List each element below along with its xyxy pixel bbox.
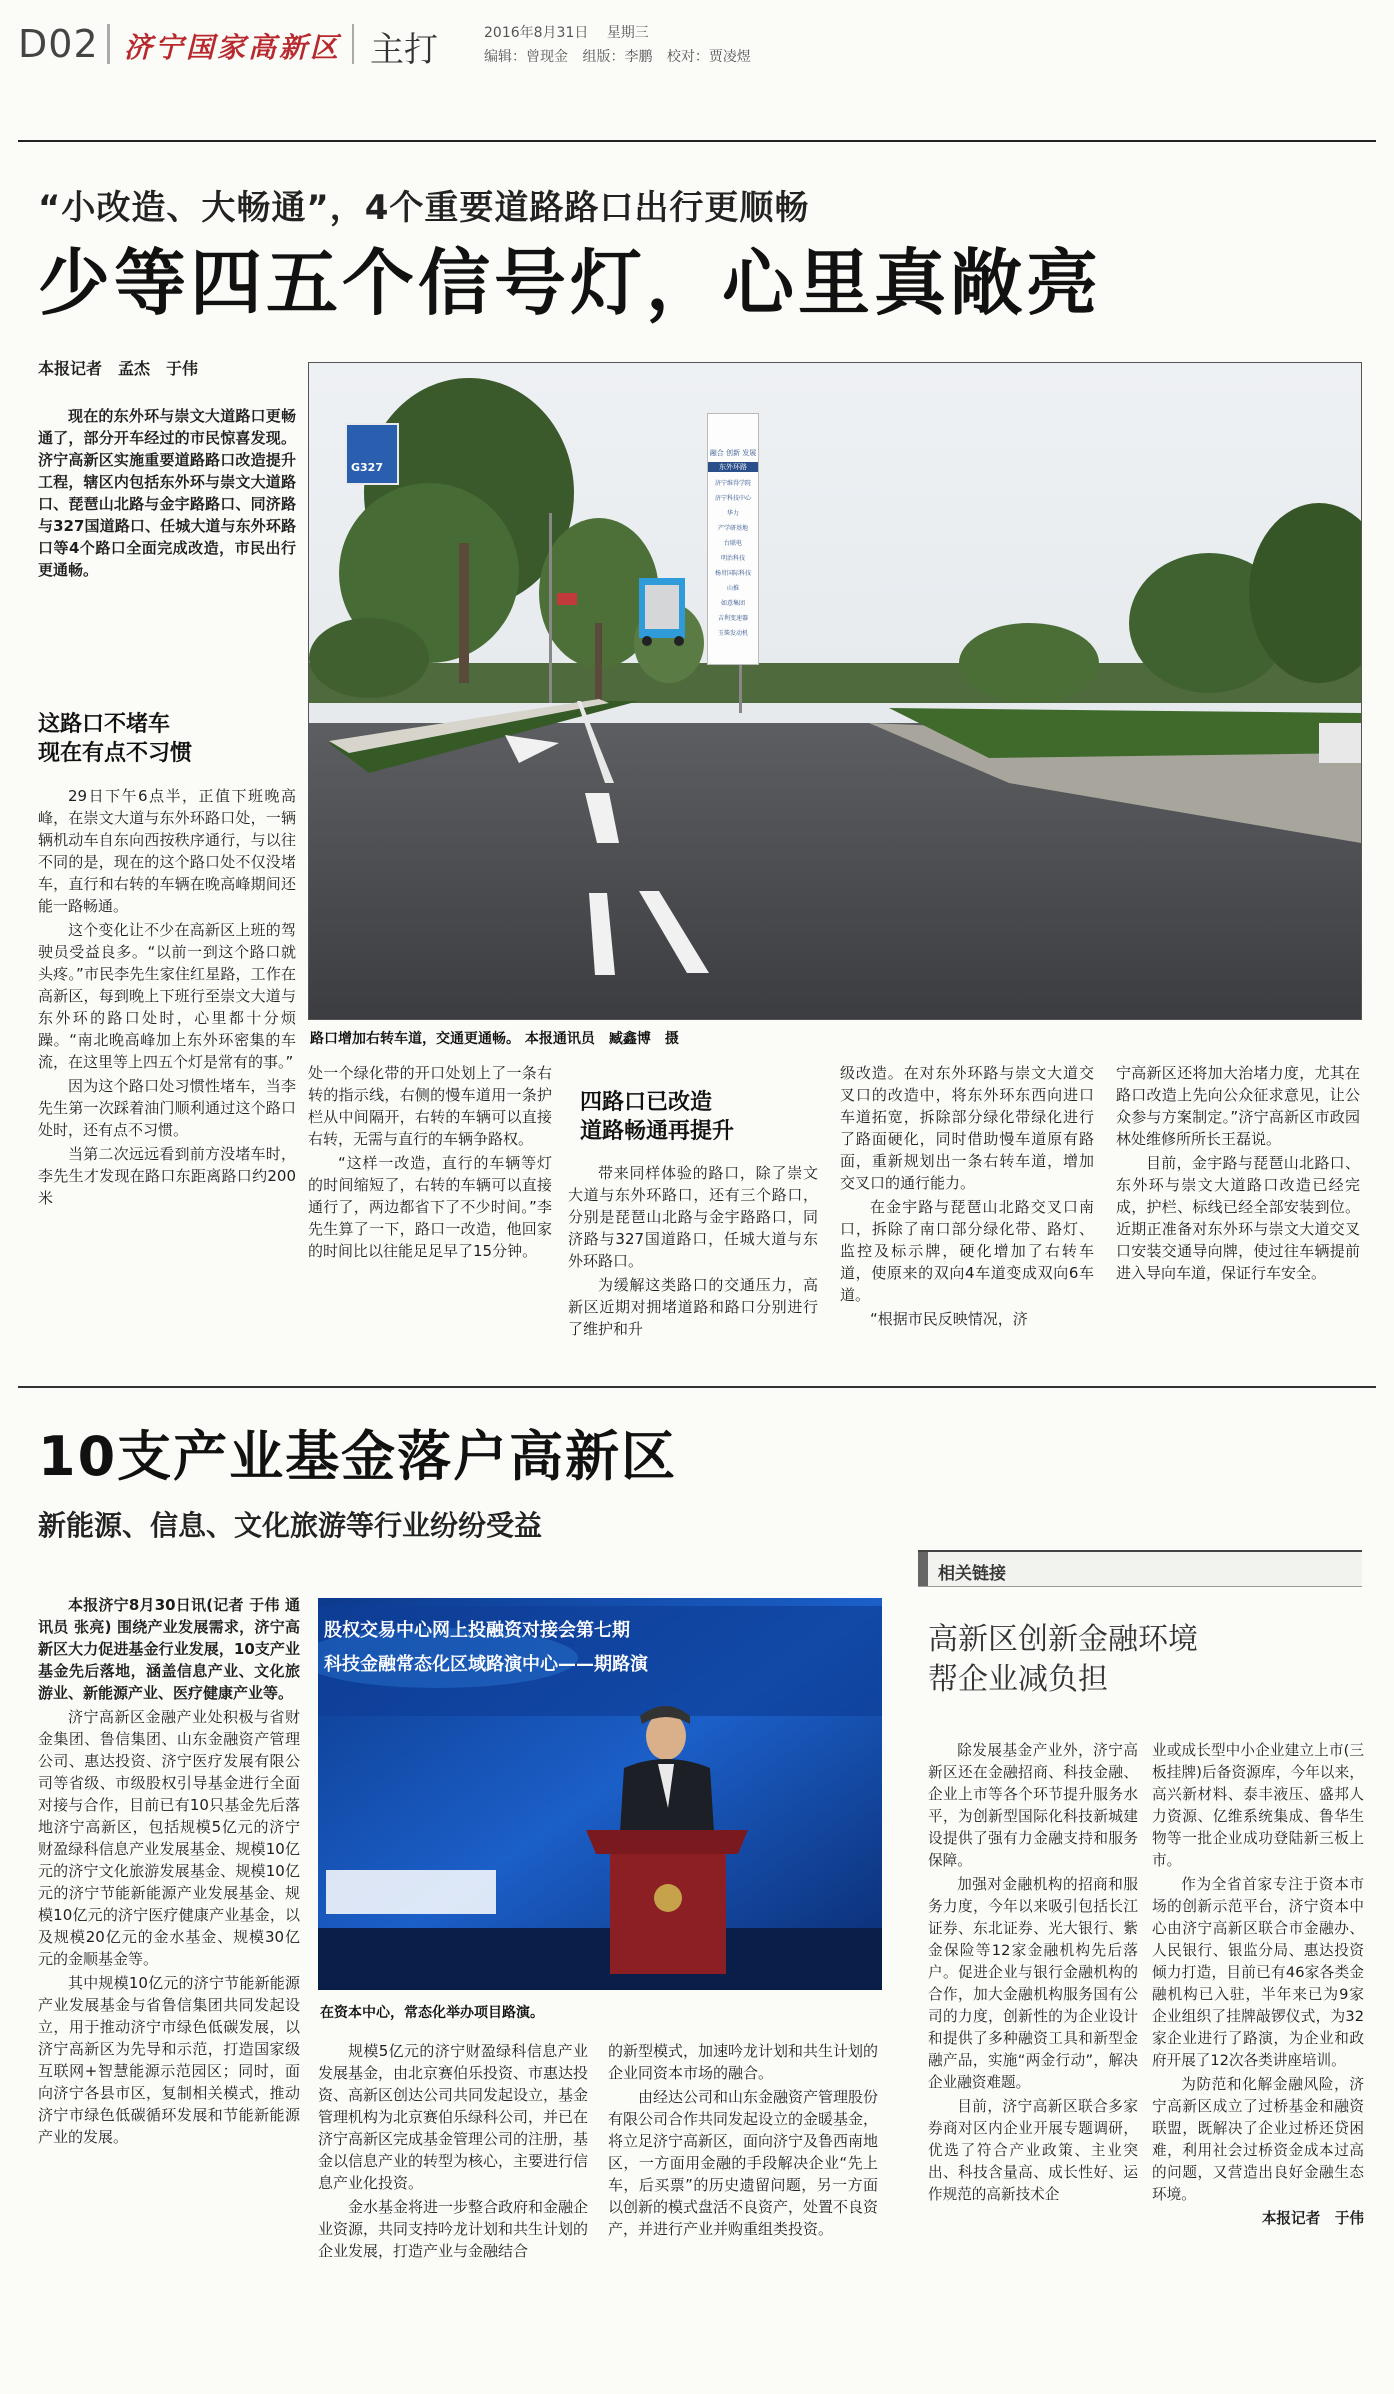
- story1-subhead1: [38, 710, 192, 768]
- story1-headline: 少等四五个信号灯，心里真敞亮: [38, 241, 1103, 325]
- masthead: [0, 0, 1394, 80]
- paragraph: 业或成长型中小企业建立上市(三板挂牌)后备资源库，今年以来，高兴新材料、泰丰液压、盛邦人力资源、亿维系统集成、鲁华生物等一批企业成功登陆新三板上市。: [1152, 1742, 1364, 1869]
- date: 2016年8月31日: [484, 25, 589, 41]
- tower-item: 明治科技: [720, 555, 745, 562]
- story1-column1: [38, 785, 296, 1211]
- subhead-line: 四路口已改造: [580, 1090, 713, 1115]
- related-column2: [1152, 1740, 1364, 2230]
- headline-line: 帮企业减负担: [928, 1662, 1108, 1697]
- paragraph: 为缓解这类路口的交通压力，高新区近期对拥堵道路和路口分别进行了维护和升: [568, 1276, 818, 1338]
- story2-column1: [38, 1594, 300, 2150]
- story1-lead: [38, 405, 296, 583]
- story2-subtitle: 新能源、信息、文化旅游等行业纷纷受益: [38, 1509, 543, 1542]
- road-photo-image: [309, 363, 1361, 1019]
- paragraph: 其中规模10亿元的济宁节能新能源产业发展基金与省鲁信集团共同发起设立，用于推动济宁市绿色低碳发展，以济宁高新区为先导和示范，打造国家级互联网+智慧能源示范园区；同时，面向济宁各县市区，复制相关模式，推动济宁市绿色低碳循环发展和节能新能源产业的发展。: [38, 1974, 300, 2146]
- road-photo-caption: 路口增加右转车道，交通更通畅。 本报通讯员 臧鑫博 摄: [310, 1031, 679, 1047]
- paragraph: 本报济宁8月30日讯(记者 于伟 通讯员 张亮) 围绕产业发展需求，济宁高新区大力促进基金行业发展，10支产业基金先后落地，涵盖信息产业、文化旅游业、新能源产业、医疗健康产业等。: [38, 1596, 300, 1702]
- road-photo: [308, 362, 1362, 1020]
- headline-line: 高新区创新金融环境: [928, 1622, 1198, 1657]
- story2-headline: 10支产业基金落户高新区: [38, 1425, 678, 1488]
- weekday: 星期三: [606, 25, 649, 41]
- road-sign: [345, 423, 399, 485]
- subhead-line: 现在有点不习惯: [38, 741, 193, 766]
- paragraph: 济宁高新区金融产业处积极与省财金集团、鲁信集团、山东金融资产管理公司、惠达投资、济宁医疗发展有限公司等省级、市级股权引导基金进行全面对接与合作，目前已有10只基金先后落地济宁高新区，包括规模5亿元的济宁财盈绿科信息产业发展基金、规模10亿元的济宁文化旅游发展基金、规模10亿元的济宁节能新能源产业发展基金、规模10亿元的济宁医疗健康产业基金，以及规模20亿元的金水基金、规模30亿元的金顺基金等。: [38, 1708, 300, 1968]
- tower-item: 台联电: [723, 540, 742, 547]
- paragraph: 规模5亿元的济宁财盈绿科信息产业发展基金，由北京赛伯乐投资、市惠达投资、高新区创达公司共同发起设立，基金管理机构为北京赛伯乐绿科公司，并已在济宁高新区完成基金管理公司的注册，基金以信息产业的转型为核心，主要进行信息产业化投资。: [318, 2042, 589, 2192]
- related-headline: [928, 1620, 1198, 1700]
- road-sign-text: G327: [351, 461, 383, 474]
- subhead-line: 这路口不堵车: [38, 712, 171, 737]
- tower-item: 山推: [726, 585, 739, 592]
- tower-item: 杨卅国际科技: [714, 570, 751, 577]
- story1-column2: [308, 1062, 552, 1264]
- paragraph: 加强对金融机构的招商和服务力度，今年以来吸引包括长江证券、东北证券、光大银行、紫金保险等12家金融机构先后落户。促进企业与银行金融机构的合作，加大金融机构服务国有公司的力度，创新性的为企业设计和提供了多种融资工具和新型金融产品，实施“两金行动”，解决企业融资难题。: [928, 1876, 1138, 2091]
- paragraph: 金水基金将进一步整合政府和金融企业资源，共同支持吟龙计划和共生计划的企业发展，打造产业与金融结合: [318, 2198, 589, 2260]
- conference-photo: [318, 1598, 882, 1990]
- related-label-bar: [918, 1550, 1362, 1587]
- story1-column5: [1116, 1062, 1360, 1286]
- paragraph: 因为这个路口处习惯性堵车，当李先生第一次踩着油门顺利通过这个路口处时，还有点不习惯。: [38, 1077, 296, 1139]
- paragraph: 级改造。在对东外环路与崇文大道交叉口的改造中，将东外环东西向进口车道拓宽，拆除部分绿化带绿化进行了路面硬化，同时借助慢车道原有路面，重新规划出一条右转车道，增加交叉口的通行能力。: [840, 1064, 1094, 1192]
- paragraph: 作为全省首家专注于资本市场的创新示范平台，济宁资本中心由济宁高新区联合市金融办、人民银行、银监分局、惠达投资倾力打造，目前已有46家各类金融机构已入驻，半年来已为9家企业组织了挂牌敲锣仪式，为32家企业进行了路演，为企业和政府开展了12次各类讲座培训。: [1152, 1876, 1364, 2069]
- subhead-line: 道路畅通再提升: [580, 1119, 735, 1144]
- paragraph: 的新型模式，加速吟龙计划和共生计划的企业同资本市场的融合。: [608, 2042, 879, 2082]
- tower-item: 济宁维得学院: [714, 480, 751, 487]
- story1-kicker: “小改造、大畅通”，4个重要道路路口出行更顺畅: [38, 188, 810, 228]
- tower-item: 华力: [726, 510, 739, 517]
- paragraph: 这个变化让不少在高新区上班的驾驶员受益良多。“以前一到这个路口就头疼。”市民李先生家住红星路，工作在高新区，每到晚上下班行至崇文大道与东外环的路口处时，心里都十分烦躁。“南北晚高峰加上东外环密集的车流，在这里等上四五个灯是常有的事。”: [38, 921, 296, 1071]
- tower-banner: 东外环路: [708, 462, 758, 472]
- section-name: 主打: [370, 30, 438, 70]
- masthead-logo: 济宁国家高新区: [124, 31, 342, 64]
- paragraph: 目前，金宇路与琵琶山北路口、东外环与崇文大道路口改造已经完成，护栏、标线已经全部安装到位。近期正准备对东外环与崇文大道交叉口安装交通导向牌，使过往车辆提前进入导向车道，保证行车安全。: [1116, 1154, 1360, 1282]
- related-label-block: [918, 1552, 928, 1586]
- paragraph: 29日下午6点半，正值下班晚高峰，在崇文大道与东外环路口处，一辆辆机动车自东向西按秩序通行，与以往不同的是，现在的这个路口处不仅没堵车，直行和右转的车辆在晚高峰期间还能一路畅通。: [38, 787, 296, 915]
- conference-photo-caption: 在资本中心，常态化举办项目路演。: [320, 2005, 544, 2021]
- tower-item: 产学研基地: [717, 525, 748, 532]
- tower-item: 济宁科技中心: [714, 495, 751, 502]
- lead-paragraph: 现在的东外环与崇文大道路口更畅通了，部分开车经过的市民惊喜发现。济宁高新区实施重要道路路口改造提升工程，辖区内包括东外环与崇文大道路口、琵琶山北路与金宇路路口、同济路与327国道路口、任城大道与东外环路口等4个路口全面完成改造，市民出行更通畅。: [38, 407, 296, 579]
- layout-credit: 组版：李鹏: [582, 49, 653, 65]
- story1-byline: 本报记者 孟杰 于伟: [38, 359, 199, 378]
- tower-item: 玉柴发动机: [717, 630, 748, 637]
- proofreader-credit: 校对：贾凌煜: [666, 49, 751, 65]
- paragraph: 在金宇路与琵琶山北路交叉口南口，拆除了南口部分绿化带、路灯、监控及标示牌，硬化增加了右转车道，使原来的双向4车道变成双向6车道。: [840, 1198, 1094, 1304]
- story1-column4: [840, 1062, 1094, 1332]
- issue-date: [484, 22, 649, 42]
- paragraph: 当第二次远远看到前方没堵车时，李先生才发现在路口东距离路口约200米: [38, 1145, 296, 1207]
- directory-tower: [707, 413, 759, 665]
- masthead-divider: [107, 24, 110, 64]
- tower-top-text: 融合 创新 发展: [709, 449, 757, 457]
- tower-item: 吉利变速器: [717, 615, 748, 622]
- story2-column2: [318, 2040, 588, 2264]
- related-column1: [928, 1740, 1138, 2208]
- paragraph: 除发展基金产业外，济宁高新区还在金融招商、科技金融、企业上市等各个环节提升服务水平，为创新型国际化科技新城建设提供了强有力金融支持和服务保障。: [928, 1742, 1138, 1869]
- paragraph: 由经达公司和山东金融资产管理股份有限公司合作共同发起设立的金暖基金，将立足济宁高新区，面向济宁及鲁西南地区，一方面用金融的手段解决企业“先上车，后买票”的历史遗留问题，另一方面以创新的模式盘活不良资产，处置不良资产，并进行产业并购重组类投资。: [608, 2088, 879, 2238]
- paragraph: 处一个绿化带的开口处划上了一条右转的指示线，右侧的慢车道用一条护栏从中间隔开，右转的车辆可以直接右转，无需与直行的车辆争路权。: [308, 1064, 552, 1148]
- page-number: D02: [18, 22, 99, 66]
- story1-column3: [568, 1162, 818, 1342]
- section-divider: [18, 1386, 1376, 1388]
- story1-subhead2: [580, 1088, 734, 1146]
- related-label: 相关链接: [938, 1564, 1006, 1584]
- masthead-rule: [18, 140, 1376, 142]
- editor-credit: 编辑：曾现金: [484, 49, 568, 65]
- masthead-divider-2: [352, 24, 354, 64]
- staff-credits: [484, 46, 751, 66]
- paragraph: 目前，济宁高新区联合多家券商对区内企业开展专题调研，优选了符合产业政策、主业突出、科技含量高、成长性好、运作规范的高新技术企: [928, 2098, 1138, 2203]
- paragraph: “根据市民反映情况，济: [870, 1310, 1028, 1328]
- conference-banner-line: 科技金融常态化区域路演中心——期路演: [324, 1654, 648, 1675]
- conference-banner-line: 股权交易中心网上投融资对接会第七期: [324, 1620, 630, 1641]
- paragraph: 为防范和化解金融风险，济宁高新区成立了过桥基金和融资联盟，既解决了企业过桥还贷困难，利用社会过桥资金成本过高的问题，又营造出良好金融生态环境。: [1152, 2076, 1364, 2203]
- related-byline: 本报记者 于伟: [1261, 2210, 1364, 2227]
- paragraph: 宁高新区还将加大治堵力度，尤其在路口改造上先向公众征求意见，让公众参与方案制定。”济宁高新区市政园林处维修所所长王磊说。: [1116, 1064, 1360, 1148]
- paragraph: “这样一改造，直行的车辆等灯的时间缩短了，右转的车辆可以直接通行了，两边都省下了不少时间。”李先生算了一下，路口一改造，他回家的时间比以往能足足早了15分钟。: [308, 1154, 552, 1260]
- paragraph: 带来同样体验的路口，除了崇文大道与东外环路口，还有三个路口，分别是琵琶山北路与金宇路路口，同济路与327国道路口，任城大道与东外环路口。: [568, 1164, 818, 1270]
- tower-item: 如意集团: [720, 600, 745, 607]
- story2-column3: [608, 2040, 878, 2242]
